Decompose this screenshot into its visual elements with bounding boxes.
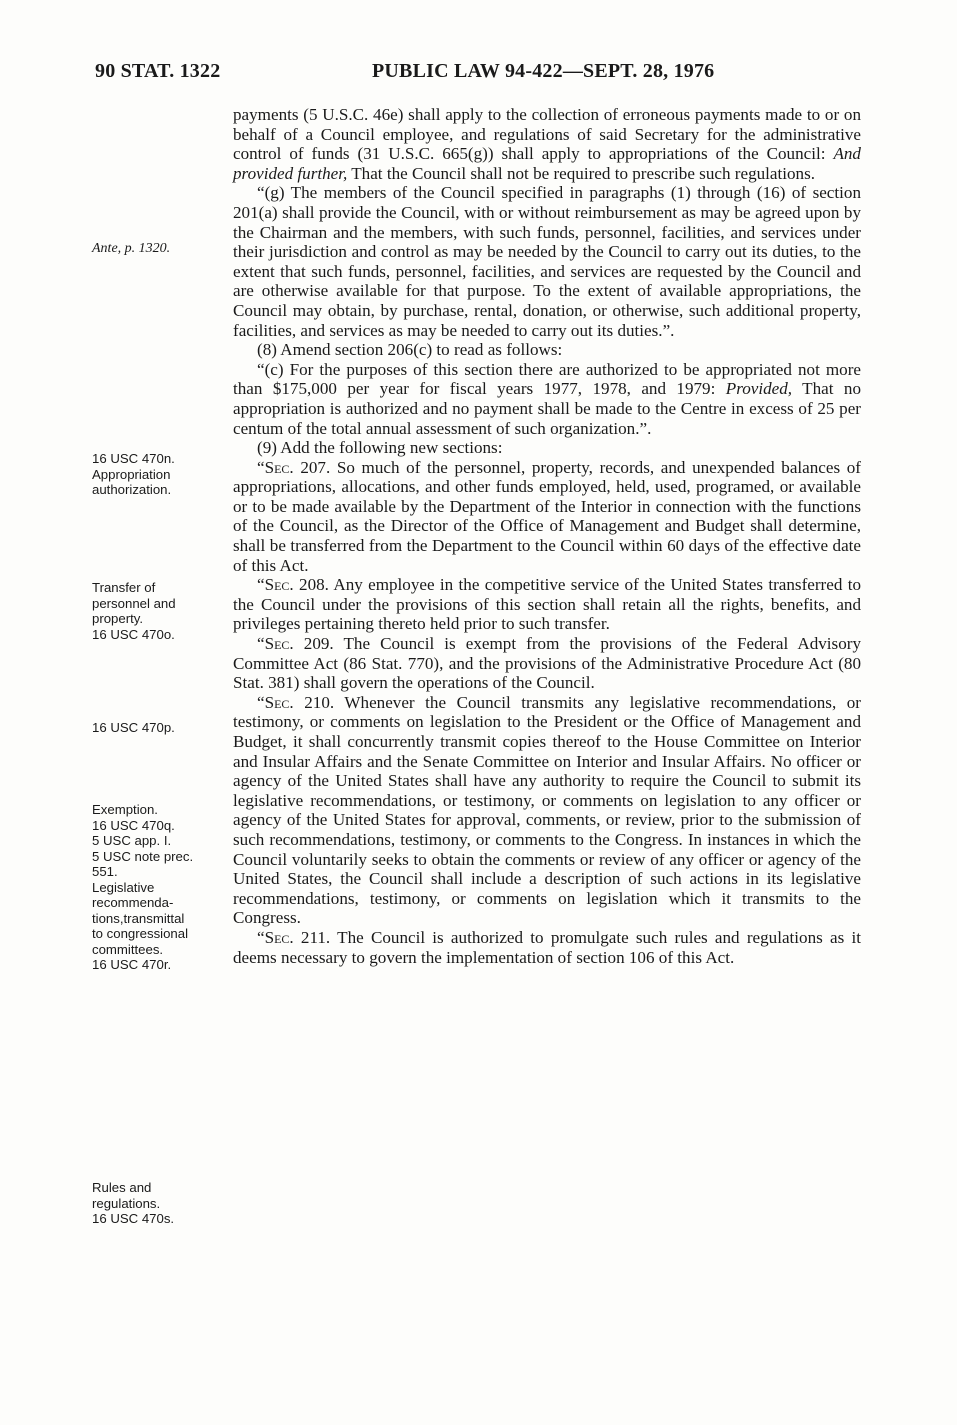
margin-line: Rules and <box>92 1180 152 1195</box>
margin-note-exemption <box>92 802 222 973</box>
law-title-header: PUBLIC LAW 94-422—SEPT. 28, 1976 <box>372 60 715 82</box>
margin-line: regulations. <box>92 1195 161 1211</box>
margin-line: 16 USC 470q. <box>92 817 175 833</box>
margin-line: authorization. <box>92 482 172 497</box>
section-number: “Sec. 211. <box>257 927 331 947</box>
text-run: That the Council shall not be required to prescribe such regulations. <box>351 163 816 183</box>
paragraph-sec-211 <box>233 928 861 967</box>
margin-line: personnel and <box>92 595 176 611</box>
paragraph-sec-207 <box>233 458 861 576</box>
section-number: “Sec. 208. <box>257 575 329 595</box>
margin-line: Exemption. <box>92 802 158 817</box>
paragraph-new-sections: (9) Add the following new sections: <box>257 438 503 458</box>
text-run: The Council is authorized to promulgate such rules and regulations as it deems necessary to govern the implementation of section 106 of this Act. <box>233 927 861 967</box>
text-run: That no appropriation is authorized and no payment shall be made to the Centre in excess of 25 per centum of the total annual assessment of such organization.”. <box>233 379 861 438</box>
margin-line: 16 USC 470n. <box>92 451 175 466</box>
paragraph-continued <box>233 105 861 183</box>
margin-line: Ante, p. 1320. <box>92 241 171 256</box>
margin-line: 5 USC app. I. <box>92 833 172 848</box>
margin-note-rules <box>92 1180 222 1227</box>
margin-note-ante <box>92 240 222 257</box>
margin-line: tions,transmittal <box>92 910 185 926</box>
margin-line: 16 USC 470s. <box>92 1211 175 1226</box>
margin-line: Legislative <box>92 879 155 895</box>
margin-line: Transfer of <box>92 580 156 595</box>
text-run: So much of the personnel, property, records, and unexpended balances of appropriations, allocations, and other funds employed, held, used, programed, or available or to be made available by the Department of the Interior in connection with the functions of the Council, as the Director of the Office of Management and Budget shall determine, shall be transferred from the Department to the Council within 60 days of the effective date of this Act. <box>233 457 861 575</box>
section-number: “Sec. 210. <box>257 692 335 712</box>
emphasis: And provided further, <box>233 144 861 183</box>
margin-line: Appropriation <box>92 466 171 482</box>
margin-line: 16 USC 470o. <box>92 626 175 642</box>
body-text <box>233 105 861 967</box>
margin-line: committees. <box>92 941 164 957</box>
margin-line: 551. <box>92 864 118 879</box>
section-number: “Sec. 207. <box>257 457 331 477</box>
paragraph-sec-210 <box>233 693 861 928</box>
margin-line: 16 USC 470r. <box>92 957 172 972</box>
text-run: payments (5 U.S.C. 46e) shall apply to the collection of erroneous payments made to or on behalf of a Council employee, and regulations of said Secretary for the administrative control of funds (31 U.S.C. 665(g)) shall apply to appropriations of the Council: <box>233 105 861 164</box>
margin-line: 16 USC 470p. <box>92 720 175 735</box>
margin-note-appropriation <box>92 451 222 498</box>
paragraph-amend-206c: (8) Amend section 206(c) to read as follows: <box>257 340 563 360</box>
emphasis: Provided, <box>725 379 793 399</box>
margin-line: property. <box>92 611 144 626</box>
margin-line: recommenda- <box>92 895 174 910</box>
margin-line: to congressional <box>92 926 189 941</box>
paragraph-sec-208 <box>233 575 861 634</box>
stat-page-number: 90 STAT. 1322 <box>95 60 221 82</box>
text-run: Any employee in the competitive service of the United States transferred to the Council under the provisions of this section shall retain all the rights, benefits, and privileges pertaining thereto held prior to such transfer. <box>233 575 862 634</box>
margin-line: 5 USC note prec. <box>92 848 194 864</box>
paragraph-sec-209 <box>233 634 861 693</box>
paragraph-subsection-c <box>233 360 861 438</box>
section-number: “Sec. 209. <box>257 634 334 654</box>
text-run: “(c) For the purposes of this section there are authorized to be appropriated not more than $175,000 per year for fiscal years 1977, 1978, and 1979: <box>233 359 861 399</box>
text-run: The Council is exempt from the provisions of the Federal Advisory Committee Act (86 Stat. 770), and the provisions of the Administrative Procedure Act (80 Stat. 381) shall govern the operations of the Council. <box>233 634 861 693</box>
text-run: Whenever the Council transmits any legislative recommendations, or testimony, or comments on legislation to the President or the Office of Management and Budget, it shall concurrently transmit copies thereof to the House Committee on Interior and Insular Affairs and the Senate Committee on Interior and Insular Affairs. No officer or agency of the United States shall have any authority to require the Council to submit its legislative recommendations, or testimony, or comments on legislation to any officer or agency of the United States for approval, comments, or review, prior to the submission of such recommendations, testimony, or comments to the Congress. In instances in which the Council voluntarily seeks to obtain the comments or review of any officer or agency of the United States, the Council shall include a description of such actions in its legislative recommendations, testimony, or comments on legislation which it transmits to the Congress. <box>233 692 862 928</box>
paragraph-subsection-g: “(g) The members of the Council specified in paragraphs (1) through (16) of section 201(a) shall provide the Council, with or without reimbursement as may be agreed upon by the Chairman and the members, with such funds, personnel, facilities, and services under their jurisdiction and control as may be needed by the Council to carry out its duties, to the extent that such funds, personnel, facilities, and services are requested by the Council and are otherwise available for that purpose. To the extent of available appropriations, the Council may obtain, by purchase, rental, donation, or otherwise, such additional property, facilities, and services as may be needed to carry out its duties.”. <box>233 183 861 340</box>
margin-note-470p <box>92 720 222 736</box>
margin-note-transfer <box>92 580 222 642</box>
